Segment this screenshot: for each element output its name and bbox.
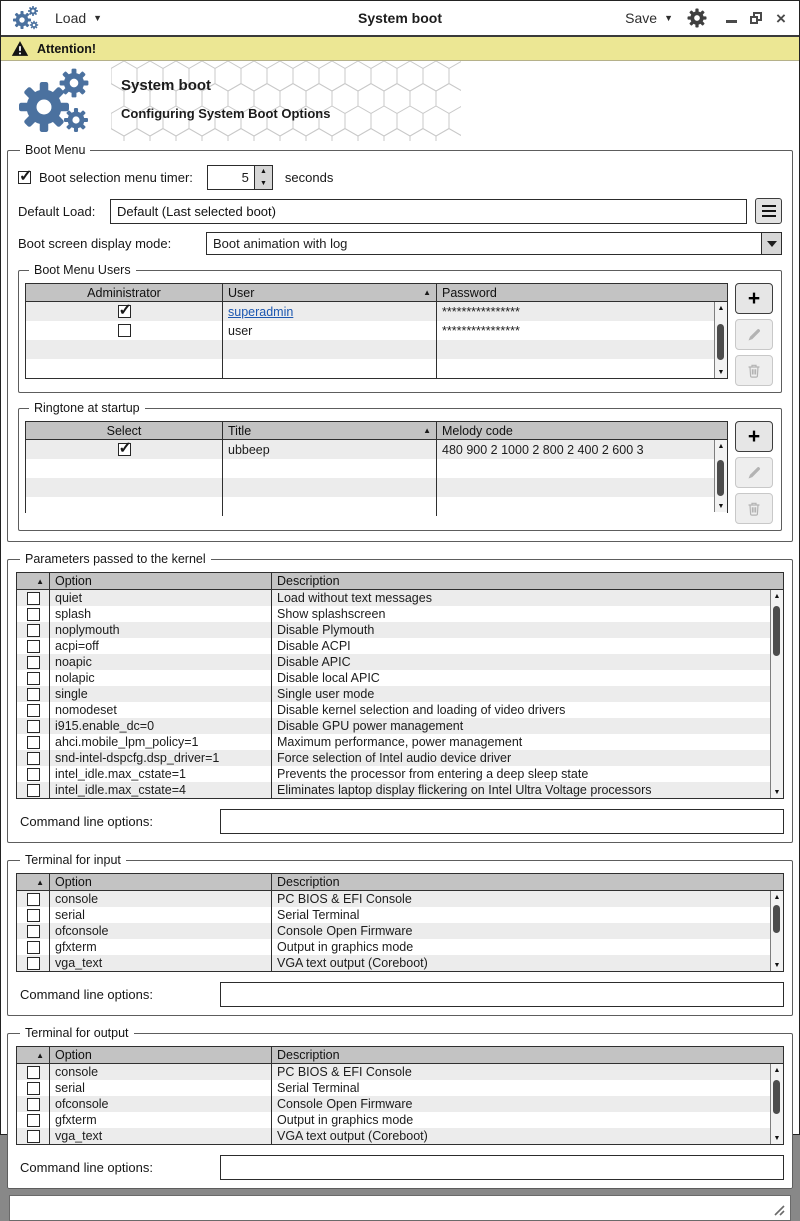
row-checkbox[interactable] [27,752,40,765]
kernel-params-table [16,572,784,799]
spin-up-button[interactable]: ▲ [259,168,267,176]
row-checkbox[interactable] [27,736,40,749]
attention-banner [1,37,799,61]
timer-label: Boot selection menu timer: [39,170,193,185]
table-row[interactable]: console PC BIOS & EFI Console [17,1064,783,1080]
empty-row [26,359,727,378]
save-menu-label: Save [625,10,658,26]
col-header-sort[interactable] [17,573,49,589]
status-bar [9,1195,791,1221]
row-checkbox[interactable] [27,656,40,669]
resize-grip[interactable] [771,1202,785,1216]
default-load-label: Default Load: [18,203,96,219]
admin-checkbox[interactable] [118,305,131,318]
trash-icon [746,363,762,379]
ringtone-table [25,421,728,513]
scroll-up-button[interactable]: ▲ [717,442,725,450]
display-mode-row [18,232,782,255]
restore-icon [750,12,762,24]
scroll-track[interactable] [771,602,783,786]
display-mode-value: Boot animation with log [213,236,348,251]
cmdline-row [16,1155,784,1180]
table-row[interactable]: serial Serial Terminal [17,1080,783,1096]
scroll-down-button[interactable]: ▼ [717,368,725,376]
table-row[interactable]: noapic Disable APIC [17,654,783,670]
terminal-input-cmdline-input[interactable] [220,982,784,1007]
row-checkbox[interactable] [27,893,40,906]
scroll-track[interactable] [715,452,727,500]
table-row[interactable]: splash Show splashscreen [17,606,783,622]
scroll-track[interactable] [771,903,783,959]
plus-icon: + [747,287,761,310]
col-header-option[interactable]: Option [49,573,271,589]
table-row[interactable]: gfxterm Output in graphics mode [17,1112,783,1128]
scroll-up-button[interactable]: ▲ [773,1066,781,1074]
row-checkbox[interactable] [27,1066,40,1079]
table-row[interactable]: ahci.mobile_lpm_policy=1 Maximum performance, power management [17,734,783,750]
row-checkbox[interactable] [27,1098,40,1111]
col-header-melody[interactable]: Melody code [436,422,727,439]
row-checkbox[interactable] [27,608,40,621]
empty-row [26,478,727,497]
timer-checkbox[interactable] [18,171,31,184]
chevron-down-icon [767,241,777,247]
cmdline-label: Command line options: [20,814,153,829]
default-load-list-button[interactable] [755,198,782,224]
admin-checkbox[interactable] [118,324,131,337]
app-gears-icon [11,4,41,32]
scroll-up-button[interactable]: ▲ [717,304,725,312]
vertical-scrollbar[interactable] [714,440,727,512]
scroll-down-button[interactable]: ▼ [717,502,725,510]
row-checkbox[interactable] [27,941,40,954]
add-ringtone-button[interactable] [735,421,773,452]
vertical-scrollbar[interactable] [714,302,727,378]
scroll-track[interactable] [715,314,727,366]
terminal-input-section [7,853,793,1016]
terminal-output-legend: Terminal for output [25,1026,129,1040]
boot-menu-section [7,143,793,542]
page-title: System boot [121,77,212,94]
table-row[interactable]: i915.enable_dc=0 Disable GPU power management [17,718,783,734]
cmdline-row [16,809,784,834]
table-row[interactable]: console PC BIOS & EFI Console [17,891,783,907]
spin-down-button[interactable]: ▼ [259,179,267,187]
chevron-down-icon: ▼ [664,13,673,23]
ringtone-legend: Ringtone at startup [34,401,140,415]
sort-asc-icon: ▲ [36,877,44,887]
row-checkbox[interactable] [27,957,40,970]
row-checkbox[interactable] [27,592,40,605]
add-user-button[interactable] [735,283,773,314]
attention-text: Attention! [37,41,97,56]
restore-button[interactable] [748,10,764,26]
title-bar [1,1,799,37]
terminal-output-cmdline-input[interactable] [220,1155,784,1180]
vertical-scrollbar[interactable] [770,1064,783,1144]
table-row[interactable]: ofconsole Console Open Firmware [17,923,783,939]
scroll-track[interactable] [771,1076,783,1132]
pencil-icon [746,327,762,343]
display-mode-select[interactable] [206,232,782,255]
boot-menu-legend: Boot Menu [25,143,86,157]
row-checkbox[interactable] [27,672,40,685]
terminal-output-section [7,1026,793,1189]
col-header-sort[interactable] [17,1047,49,1063]
edit-ringtone-button[interactable] [735,457,773,488]
load-menu-label: Load [55,10,87,26]
default-load-input[interactable] [110,199,747,224]
timer-spinner[interactable] [207,165,273,190]
users-table [25,283,728,379]
table-row[interactable]: single Single user mode [17,686,783,702]
col-header-description[interactable]: Description [271,874,783,890]
scroll-up-button[interactable]: ▲ [773,893,781,901]
vertical-scrollbar[interactable] [770,891,783,971]
row-checkbox[interactable] [27,768,40,781]
table-row[interactable]: vga_text VGA text output (Coreboot) [17,955,783,971]
col-header-description[interactable]: Description [271,573,783,589]
save-menu-button[interactable] [619,6,679,30]
cmdline-label: Command line options: [20,1160,153,1175]
scroll-down-button[interactable]: ▼ [773,961,781,969]
row-checkbox[interactable] [27,720,40,733]
select-checkbox[interactable] [118,443,131,456]
table-row[interactable] [26,440,727,459]
default-load-row [18,198,782,224]
table-row[interactable]: nomodeset Disable kernel selection and loading of video drivers [17,702,783,718]
hamburger-icon [762,205,776,207]
table-row[interactable] [26,321,727,340]
dropdown-button[interactable] [761,233,781,254]
empty-row [26,459,727,478]
load-menu-button[interactable] [49,6,108,30]
sort-asc-icon: ▲ [423,288,431,297]
chevron-down-icon: ▼ [93,13,103,23]
scroll-down-button[interactable]: ▼ [773,1134,781,1142]
row-checkbox[interactable] [27,640,40,653]
sort-asc-icon: ▲ [36,576,44,586]
table-row[interactable]: serial Serial Terminal [17,907,783,923]
sort-asc-icon: ▲ [423,426,431,435]
col-header-password[interactable]: Password [436,284,727,301]
row-checkbox[interactable] [27,784,40,797]
terminal-output-table [16,1046,784,1145]
row-checkbox[interactable] [27,1082,40,1095]
empty-row [26,497,727,516]
scroll-thumb[interactable] [717,460,724,496]
row-checkbox[interactable] [27,1130,40,1143]
table-row[interactable]: nolapic Disable local APIC [17,670,783,686]
col-header-administrator[interactable]: Administrator [87,285,161,300]
scroll-thumb[interactable] [773,606,780,656]
delete-ringtone-button[interactable] [735,493,773,524]
window-title: System boot [357,10,442,26]
scroll-thumb[interactable] [773,905,780,933]
empty-row [26,340,727,359]
row-checkbox[interactable] [27,909,40,922]
col-header-select[interactable]: Select [106,423,142,438]
users-legend: Boot Menu Users [34,263,131,277]
gear-icon [687,8,707,28]
password-cell: **************** [436,321,727,340]
trash-icon [746,501,762,517]
user-cell: user [222,321,436,340]
close-icon: × [776,8,786,28]
col-header-option[interactable]: Option [49,874,271,890]
timer-unit-label: seconds [284,170,334,185]
table-row[interactable]: intel_idle.max_cstate=1 Prevents the processor from entering a deep sleep state [17,766,783,782]
kernel-cmdline-input[interactable] [220,809,784,834]
table-row[interactable]: intel_idle.max_cstate=4 Eliminates laptop display flickering on Intel Ultra Voltage processors [17,782,783,798]
timer-value[interactable]: 5 [241,170,249,185]
table-row[interactable]: acpi=off Disable ACPI [17,638,783,654]
kernel-params-legend: Parameters passed to the kernel [25,552,206,566]
scroll-up-button[interactable]: ▲ [773,592,781,600]
scroll-down-button[interactable]: ▼ [773,788,781,796]
table-row[interactable] [26,302,727,321]
table-row[interactable]: vga_text VGA text output (Coreboot) [17,1128,783,1144]
settings-gear-button[interactable] [687,8,707,28]
col-header-title[interactable]: Title ▲ [222,422,436,439]
melody-cell: 480 900 2 1000 2 800 2 400 2 600 3 [436,440,727,459]
row-checkbox[interactable] [27,1114,40,1127]
col-header-option[interactable]: Option [49,1047,271,1063]
kernel-params-section [7,552,793,843]
scroll-thumb[interactable] [717,324,724,360]
user-link[interactable]: superadmin [228,304,294,319]
col-header-description[interactable]: Description [271,1047,783,1063]
page-header [1,61,799,141]
cmdline-label: Command line options: [20,987,153,1002]
close-button[interactable] [773,10,789,26]
scroll-thumb[interactable] [773,1080,780,1114]
sort-asc-icon: ▲ [36,1050,44,1060]
col-header-user[interactable]: User ▲ [222,284,436,301]
table-row[interactable]: quiet Load without text messages [17,590,783,606]
terminal-input-table [16,873,784,972]
title-cell: ubbeep [222,440,436,459]
table-row[interactable]: gfxterm Output in graphics mode [17,939,783,955]
table-row[interactable]: noplymouth Disable Plymouth [17,622,783,638]
table-row[interactable]: snd-intel-dspcfg.dsp_driver=1 Force selection of Intel audio device driver [17,750,783,766]
gears-logo [17,67,93,137]
row-checkbox[interactable] [27,704,40,717]
vertical-scrollbar[interactable] [770,590,783,798]
password-cell: **************** [436,302,727,321]
row-checkbox[interactable] [27,925,40,938]
table-row[interactable]: ofconsole Console Open Firmware [17,1096,783,1112]
timer-row [18,165,782,190]
row-checkbox[interactable] [27,688,40,701]
cmdline-row [16,982,784,1007]
terminal-input-legend: Terminal for input [25,853,121,867]
row-checkbox[interactable] [27,624,40,637]
minimize-icon [726,20,737,23]
col-header-sort[interactable] [17,874,49,890]
pencil-icon [746,465,762,481]
delete-user-button[interactable] [735,355,773,386]
display-mode-label: Boot screen display mode: [18,236,172,251]
ringtone-section [18,401,782,531]
minimize-button[interactable] [723,10,739,26]
plus-icon: + [747,425,761,448]
page-subtitle: Configuring System Boot Options [121,106,331,121]
warning-icon [11,40,29,57]
boot-menu-users-section [18,263,782,393]
edit-user-button[interactable] [735,319,773,350]
